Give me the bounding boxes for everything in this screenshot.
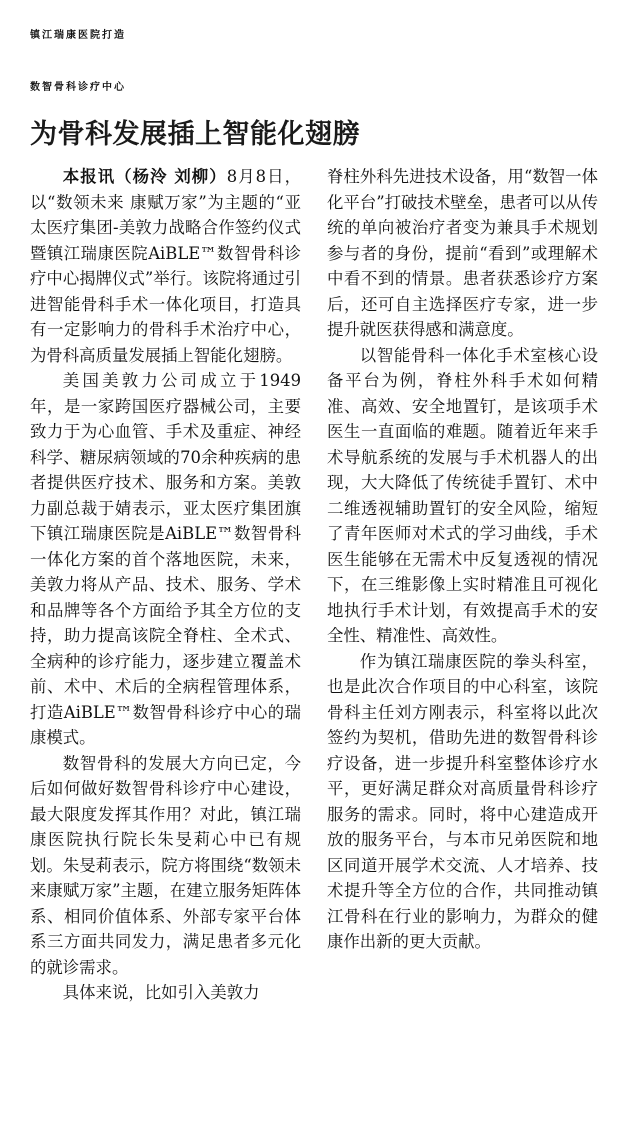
article-paragraph: 美国美敦力公司成立于1949年，是一家跨国医疗器械公司，主要致力于为心血管、手术及重症、神经科学、糖尿病领域的70余种疾病的患者提供医疗技术、服务和方案。美敦力副总裁于婧表示，亚太医疗集团旗下镇江瑞康医院是AiBLE™数智骨科一体化方案的首个落地医院，未来，美敦力将从产品、技术、服务、学术和品牌等各个方面给予其全方位的支持，助力提高该院全脊柱、全术式、全病种的诊疗能力，逐步建立覆盖术前、术中、术后的全病程管理体系，打造AiBLE™数智骨科诊疗中心的瑞康模式。 — [30, 371, 301, 747]
article-paragraph — [30, 164, 301, 368]
article-column-left — [30, 164, 301, 1006]
article-paragraph: 以智能骨科一体化手术室核心设备平台为例，脊柱外科手术如何精准、高效、安全地置钉，是该项手术医生一直面临的难题。随着近年来手术导航系统的发展与手术机器人的出现，大大降低了传统徒手置钉、术中二维透视辅助置钉的安全风险，缩短了青年医师对术式的学习曲线，手术医生能够在无需术中反复透视的情况下，在三维影像上实时精准且可视化地执行手术计划，有效提高手术的安全性、精准性、高效性。 — [327, 345, 598, 645]
article-column-right — [327, 164, 598, 955]
headline-line-1: 镇江瑞康医院打造 — [30, 30, 126, 41]
headline-line-2: 数智骨科诊疗中心 — [30, 82, 126, 93]
article-paragraph-continued: 脊柱外科先进技术设备，用“数智一体化平台”打破技术壁垒，患者可以从传统的单向被治疗者变为兼具手术规划参与者的身份，提前“看到”或理解术中看不到的情景。患者获悉诊疗方案后，还可自主选择医疗专家，进一步提升就医获得感和满意度。 — [327, 167, 598, 339]
paragraph-text: 8月8日，以“数领未来 康赋万家”为主题的“亚太医疗集团-美敦力战略合作签约仪式暨镇江瑞康医院AiBLE™数智骨科诊疗中心揭牌仪式”举行。该院将通过引进智能骨科手术一体化项目，打造具有一定影响力的骨科手术治疗中心，为骨科高质量发展插上智能化翅膀。 — [30, 167, 301, 365]
article-paragraph: 具体来说，比如引入美敦力 — [62, 983, 260, 1002]
subheadline: 为骨科发展插上智能化翅膀 — [30, 119, 360, 150]
article-paragraph: 作为镇江瑞康医院的拳头科室，也是此次合作项目的中心科室，该院骨科主任刘方刚表示，科室将以此次签约为契机，借助先进的数智骨科诊疗设备，进一步提升科室整体诊疗水平，更好满足群众对高质量骨科诊疗服务的需求。同时，将中心建造成开放的服务平台，与本市兄弟医院和地区同道开展学术交流、人才培养、技术提升等全方位的合作，共同推动镇江骨科在行业的影响力，为群众的健康作出新的更大贡献。 — [327, 651, 598, 951]
byline: 本报讯（杨泠 刘柳） — [62, 167, 227, 186]
article-paragraph: 数智骨科的发展大方向已定，今后如何做好数智骨科诊疗中心建设，最大限度发挥其作用？对此，镇江瑞康医院执行院长朱旻莉心中已有规划。朱旻莉表示，院方将围绕“数领未来康赋万家”主题，在建立服务矩阵体系、相同价值体系、外部专家平台体系三方面共同发力，满足患者多元化的就诊需求。 — [30, 753, 301, 977]
